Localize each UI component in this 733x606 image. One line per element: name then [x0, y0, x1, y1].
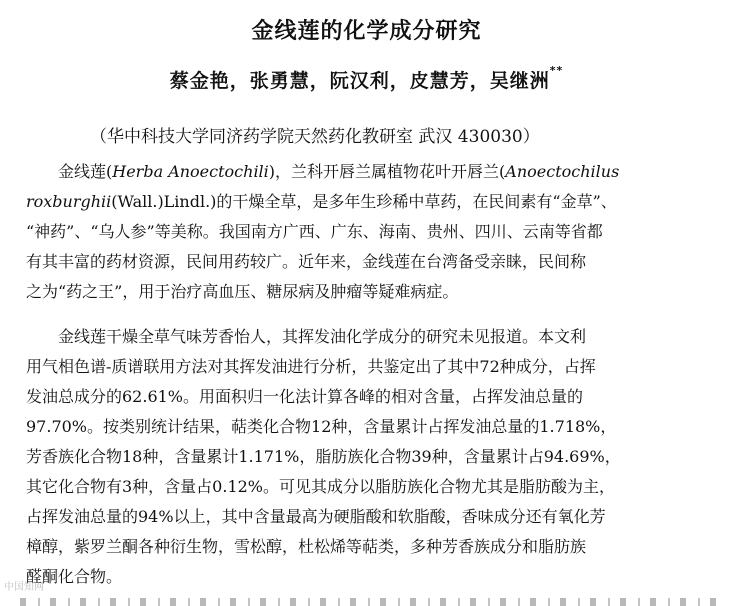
- text-line: 用气相色谱-质谱联用方法对其挥发油进行分析，共鉴定出了其中72种成分，占挥: [26, 357, 596, 376]
- latin-name: Anoectochilus: [505, 162, 620, 181]
- text-run: )，兰科开唇兰属植物花叶开唇兰(: [268, 162, 506, 181]
- author-list: [0, 66, 733, 93]
- paragraph-intro: [26, 157, 716, 307]
- text-run: (Wall.)Lindl.)的干燥全草，是多年生珍稀中草药，在民间素有“金草”、: [111, 192, 617, 211]
- text-run: 金线莲(: [58, 162, 113, 181]
- cropped-next-line: [20, 598, 720, 606]
- watermark: 中国知网: [4, 582, 44, 593]
- paper-title: 金线莲的化学成分研究: [251, 19, 482, 44]
- text-line: 樟醇，紫罗兰酮各种衍生物，雪松醇，杜松烯等萜类，多种芳香族成分和脂肪族: [26, 537, 587, 556]
- text-line: [26, 157, 716, 187]
- text-line: 占挥发油总量的94%以上，其中含量最高为硬脂酸和软脂酸，香味成分还有氧化芳: [26, 507, 606, 526]
- text-line: 发油总成分的62.61%。用面积归一化法计算各峰的相对含量，占挥发油总量的: [26, 387, 584, 406]
- text-line: 97.70%。按类别统计结果，萜类化合物12种，含量累计占挥发油总量的1.718%，: [26, 417, 617, 436]
- text-line: [26, 187, 716, 217]
- text-line: 有其丰富的药材资源，民间用药较广。近年来，金线莲在台湾备受亲睐，民间称: [26, 252, 587, 271]
- authors-text: 蔡金艳，张勇慧，阮汉利，皮慧芳，吴继洲: [169, 70, 550, 92]
- text-line: 芳香族化合物18种，含量累计1.171%，脂肪族化合物39种，含量累计占94.69%，: [26, 447, 621, 466]
- corresponding-author-mark: **: [549, 64, 564, 77]
- text-line: 金线莲干燥全草气味芳香怡人，其挥发油化学成分的研究未见报道。本文利: [58, 327, 587, 346]
- latin-name: Herba Anoectochili: [112, 162, 269, 181]
- affiliation: （华中科技大学同济药学院天然药化教研室 武汉 430030）: [90, 127, 540, 147]
- text-line: 之为“药之王”，用于治疗高血压、糖尿病及肿瘤等疑难病症。: [26, 282, 459, 301]
- latin-name: roxburghii: [26, 192, 112, 211]
- paragraph-results: [26, 322, 716, 592]
- text-line: 醛酮化合物。: [26, 567, 123, 586]
- text-line: “神药”、“乌人参”等美称。我国南方广西、广东、海南、贵州、四川、云南等省都: [26, 222, 603, 241]
- text-line: 其它化合物有3种，含量占0.12%。可见其成分以脂肪族化合物尤其是脂肪酸为主，: [26, 477, 616, 496]
